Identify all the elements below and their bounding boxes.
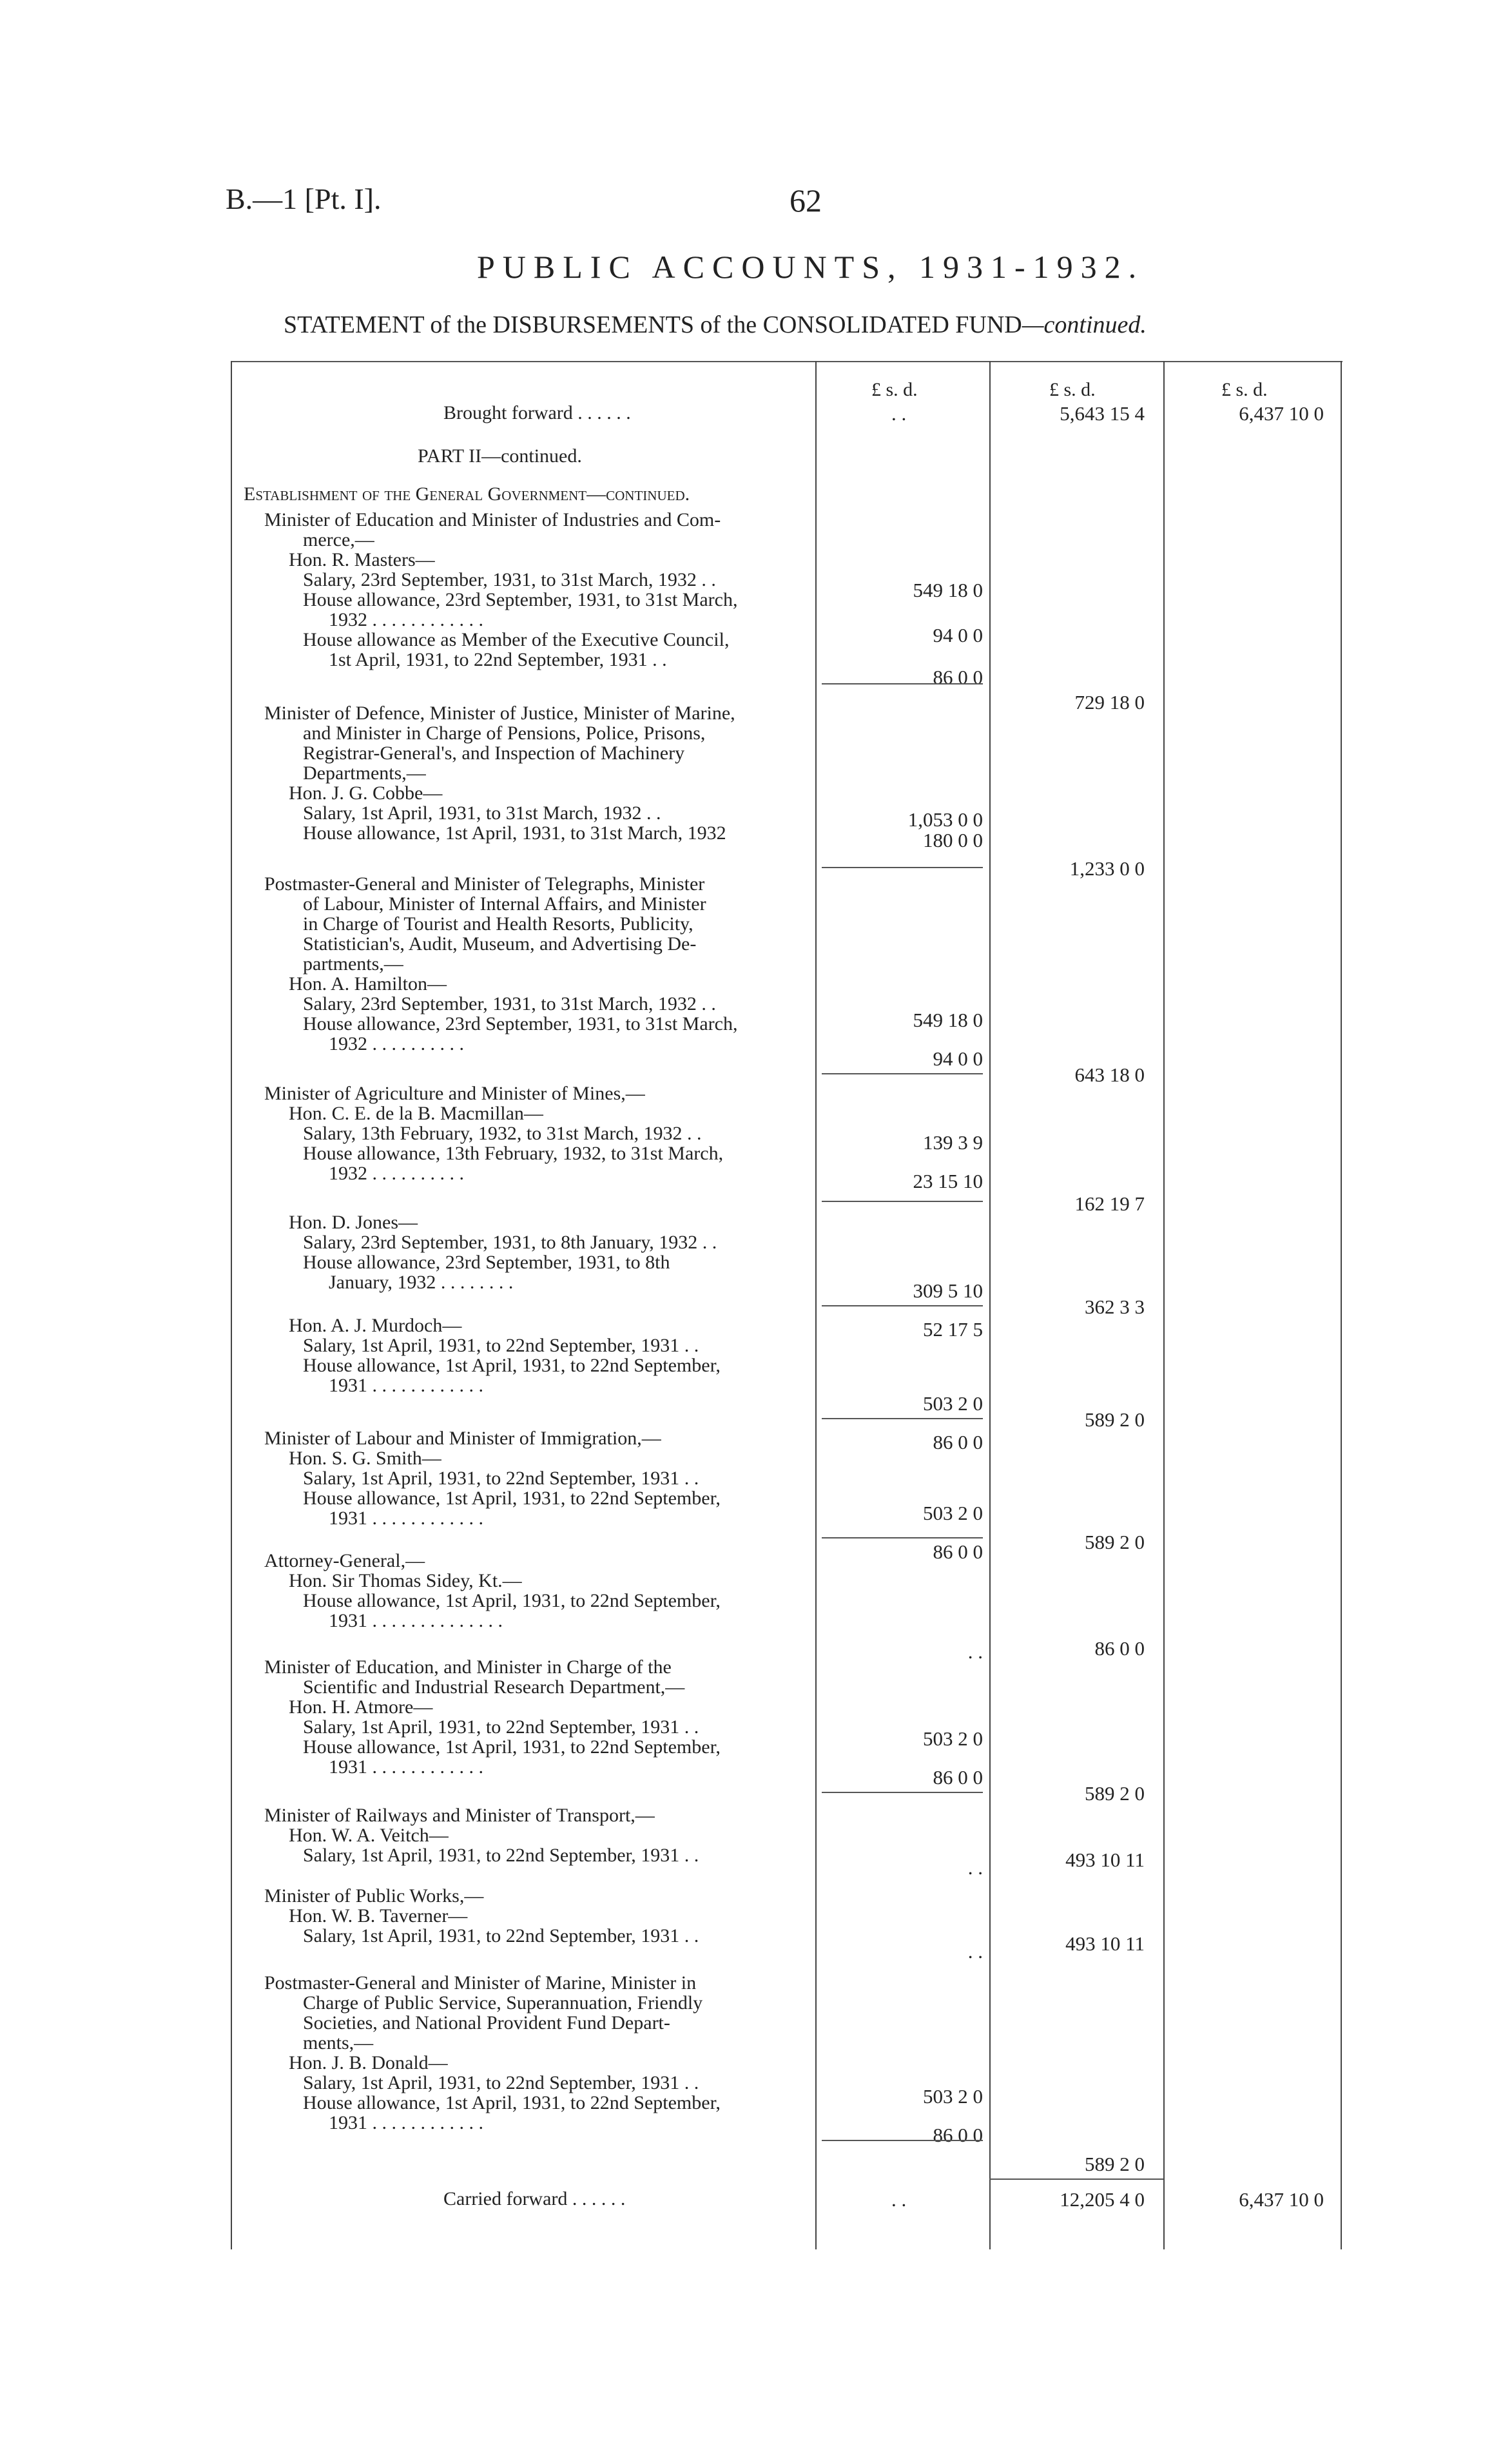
entry-8-line-4: 1931 . . . . . . . . . . . . . .: [329, 1610, 503, 1631]
entry-11-line-1: Minister of Public Works,—: [264, 1885, 484, 1907]
entry-12-line-8: 1931 . . . . . . . . . . . .: [329, 2112, 483, 2133]
col1-amount: . .: [967, 1856, 983, 1879]
entry-5-line-4: January, 1932 . . . . . . . .: [329, 1272, 514, 1293]
brought-forward-col1: . .: [891, 402, 907, 425]
entry-7-line-1: Minister of Labour and Minister of Immigration,—: [264, 1428, 661, 1449]
table-right-rule: [1341, 361, 1342, 2249]
entry-12-line-6: Salary, 1st April, 1931, to 22nd September, 1931 . .: [303, 2072, 699, 2093]
entry-12-line-2: Charge of Public Service, Superannuation, Friendly: [303, 1992, 703, 2013]
entry-2-line-1: Minister of Defence, Minister of Justice, Minister of Marine,: [264, 703, 735, 724]
entry-12-line-3: Societies, and National Provident Fund Depart-: [303, 2012, 670, 2033]
col1-amount: 180 0 0: [923, 829, 983, 851]
entry-10-line-1: Minister of Railways and Minister of Transport,—: [264, 1805, 655, 1826]
col1-amount: 94 0 0: [933, 1047, 983, 1070]
entry-3-line-1: Postmaster-General and Minister of Telegraphs, Minister: [264, 873, 705, 895]
entry-11-line-3: Salary, 1st April, 1931, to 22nd September, 1931 . .: [303, 1925, 699, 1946]
subtotal-rule: [822, 1418, 983, 1419]
col2-amount: 589 2 0: [1085, 2153, 1145, 2175]
carried-forward-label: Carried forward . . . . . .: [443, 2188, 626, 2209]
entry-4-line-1: Minister of Agriculture and Minister of Mines,—: [264, 1083, 645, 1104]
col1-amount: 503 2 0: [923, 1502, 983, 1524]
subtitle-main: STATEMENT of the DISBURSEMENTS of the CONSOLIDATED FUND: [284, 311, 1022, 338]
col1-amount: 86 0 0: [933, 1766, 983, 1789]
table-left-rule: [231, 361, 232, 2249]
brought-forward-label: Brought forward . . . . . .: [443, 402, 631, 423]
entry-1-line-6: 1932 . . . . . . . . . . . .: [329, 609, 483, 630]
table-top-rule: [231, 361, 1342, 362]
entry-9-line-5: House allowance, 1st April, 1931, to 22nd September,: [303, 1736, 721, 1758]
entry-2-line-5: Hon. J. G. Cobbe—: [289, 782, 443, 804]
col2-header: £ s. d.: [1049, 379, 1096, 400]
entry-6-line-1: Hon. A. J. Murdoch—: [289, 1315, 462, 1336]
entry-12-line-4: ments,—: [303, 2032, 374, 2053]
entry-7-line-4: House allowance, 1st April, 1931, to 22nd September,: [303, 1488, 721, 1509]
entry-1-line-7: House allowance as Member of the Executive Council,: [303, 629, 730, 650]
entry-10-line-2: Hon. W. A. Veitch—: [289, 1825, 449, 1846]
col2-amount: 1,233 0 0: [1069, 857, 1145, 880]
entry-7-line-3: Salary, 1st April, 1931, to 22nd September, 1931 . .: [303, 1468, 699, 1489]
entry-7-line-5: 1931 . . . . . . . . . . . .: [329, 1508, 483, 1529]
col1-amount: 503 2 0: [923, 1392, 983, 1415]
carried-forward-col2: 12,205 4 0: [1060, 2188, 1145, 2211]
entry-3-line-6: Hon. A. Hamilton—: [289, 973, 447, 995]
subtitle-continued: —continued.: [1022, 311, 1147, 338]
col2-amount: 493 10 11: [1065, 1932, 1145, 1955]
entry-5-line-3: House allowance, 23rd September, 1931, to 8th: [303, 1252, 670, 1273]
entry-8-line-1: Attorney-General,—: [264, 1550, 425, 1571]
entry-1-line-1: Minister of Education and Minister of Industries and Com-: [264, 509, 721, 530]
entry-3-line-7: Salary, 23rd September, 1931, to 31st March, 1932 . .: [303, 993, 716, 1014]
entry-2-line-6: Salary, 1st April, 1931, to 31st March, 1932 . .: [303, 802, 661, 824]
subtotal-rule: [822, 1073, 983, 1074]
entry-8-line-3: House allowance, 1st April, 1931, to 22nd September,: [303, 1590, 721, 1611]
entry-9-line-4: Salary, 1st April, 1931, to 22nd September, 1931 . .: [303, 1716, 699, 1738]
entry-12-line-5: Hon. J. B. Donald—: [289, 2052, 448, 2073]
subtotal-rule: [822, 1792, 983, 1793]
col1-left-rule: [815, 361, 817, 2249]
col2-amount: 643 18 0: [1074, 1063, 1145, 1086]
entry-3-line-9: 1932 . . . . . . . . . .: [329, 1033, 464, 1054]
entry-1-line-4: Salary, 23rd September, 1931, to 31st March, 1932 . .: [303, 569, 716, 590]
col1-amount: 86 0 0: [933, 1540, 983, 1563]
col1-amount: 86 0 0: [933, 2124, 983, 2146]
col2-amount: 589 2 0: [1085, 1782, 1145, 1805]
col1-amount: 549 18 0: [913, 579, 983, 601]
page-title: PUBLIC ACCOUNTS, 1931-1932.: [477, 249, 1145, 285]
entry-1-line-2: merce,—: [303, 529, 374, 550]
col1-amount: 503 2 0: [923, 1727, 983, 1750]
col1-amount: 549 18 0: [913, 1009, 983, 1031]
entry-2-line-7: House allowance, 1st April, 1931, to 31st March, 1932: [303, 822, 726, 844]
subtotal-rule: [822, 867, 983, 868]
col1-amount: 309 5 10: [913, 1279, 983, 1302]
carried-forward-col3: 6,437 10 0: [1239, 2188, 1324, 2211]
subtotal-rule: [822, 1305, 983, 1306]
col1-amount: 503 2 0: [923, 2085, 983, 2108]
col2-amount: 589 2 0: [1085, 1531, 1145, 1553]
col1-amount: 1,053 0 0: [907, 808, 983, 831]
entry-3-line-3: in Charge of Tourist and Health Resorts, Publicity,: [303, 913, 693, 935]
part-heading: PART II—continued.: [418, 445, 582, 467]
col2-amount: 162 19 7: [1074, 1192, 1145, 1215]
entry-6-line-3: House allowance, 1st April, 1931, to 22nd September,: [303, 1355, 721, 1376]
entry-11-line-2: Hon. W. B. Taverner—: [289, 1905, 468, 1926]
entry-4-line-3: Salary, 13th February, 1932, to 31st March, 1932 . .: [303, 1123, 702, 1144]
col1-amount: 86 0 0: [933, 1431, 983, 1453]
subtotal-rule: [822, 683, 983, 684]
entry-9-line-1: Minister of Education, and Minister in Charge of the: [264, 1656, 672, 1678]
carried-forward-rule: [989, 2178, 1163, 2180]
brought-forward-col3: 6,437 10 0: [1239, 402, 1324, 425]
col1-amount: 86 0 0: [933, 666, 983, 688]
entry-10-line-3: Salary, 1st April, 1931, to 22nd September, 1931 . .: [303, 1845, 699, 1866]
page-reference: B.—1 [Pt. I].: [226, 182, 382, 215]
col1-amount: 94 0 0: [933, 624, 983, 646]
brought-forward-col2: 5,643 15 4: [1060, 402, 1145, 425]
page-subtitle: [284, 311, 1147, 339]
entry-3-line-8: House allowance, 23rd September, 1931, to 31st March,: [303, 1013, 738, 1034]
col1-amount: 139 3 9: [923, 1131, 983, 1154]
subtotal-rule: [822, 1201, 983, 1202]
carried-forward-col1: . .: [891, 2188, 907, 2211]
col2-amount: 86 0 0: [1094, 1637, 1145, 1660]
entry-3-line-2: of Labour, Minister of Internal Affairs, and Minister: [303, 893, 706, 915]
section-heading: Establishment of the General Government—continued.: [244, 483, 690, 505]
col1-amount: 23 15 10: [913, 1170, 983, 1192]
subtotal-rule: [822, 2140, 983, 2141]
col1-amount: 52 17 5: [923, 1318, 983, 1341]
entry-7-line-2: Hon. S. G. Smith—: [289, 1448, 441, 1469]
entry-9-line-3: Hon. H. Atmore—: [289, 1696, 433, 1718]
entry-2-line-3: Registrar-General's, and Inspection of Machinery: [303, 742, 685, 764]
entry-2-line-4: Departments,—: [303, 762, 426, 784]
col3-left-rule: [1163, 361, 1165, 2249]
entry-9-line-6: 1931 . . . . . . . . . . . .: [329, 1756, 483, 1778]
entry-6-line-4: 1931 . . . . . . . . . . . .: [329, 1375, 483, 1396]
entry-12-line-7: House allowance, 1st April, 1931, to 22nd September,: [303, 2092, 721, 2113]
col3-header: £ s. d.: [1221, 379, 1268, 400]
entry-5-line-1: Hon. D. Jones—: [289, 1212, 418, 1233]
entry-1-line-3: Hon. R. Masters—: [289, 549, 435, 570]
page-number: 62: [790, 182, 822, 218]
col2-amount: 493 10 11: [1065, 1849, 1145, 1871]
entry-4-line-4: House allowance, 13th February, 1932, to 31st March,: [303, 1143, 724, 1164]
entry-3-line-5: partments,—: [303, 953, 403, 975]
entry-6-line-2: Salary, 1st April, 1931, to 22nd September, 1931 . .: [303, 1335, 699, 1356]
col1-amount: . .: [967, 1940, 983, 1963]
entry-4-line-2: Hon. C. E. de la B. Macmillan—: [289, 1103, 543, 1124]
col2-left-rule: [989, 361, 991, 2249]
col1-amount: . .: [967, 1640, 983, 1663]
entry-1-line-5: House allowance, 23rd September, 1931, to 31st March,: [303, 589, 738, 610]
entry-5-line-2: Salary, 23rd September, 1931, to 8th January, 1932 . .: [303, 1232, 717, 1253]
entry-12-line-1: Postmaster-General and Minister of Marine, Minister in: [264, 1972, 697, 1994]
col2-amount: 362 3 3: [1085, 1295, 1145, 1318]
entry-4-line-5: 1932 . . . . . . . . . .: [329, 1163, 464, 1184]
col1-header: £ s. d.: [871, 379, 918, 400]
entry-2-line-2: and Minister in Charge of Pensions, Police, Prisons,: [303, 723, 706, 744]
entry-1-line-8: 1st April, 1931, to 22nd September, 1931 . .: [329, 649, 667, 670]
subtotal-rule: [822, 1537, 983, 1538]
col2-amount: 729 18 0: [1074, 691, 1145, 713]
entry-9-line-2: Scientific and Industrial Research Department,—: [303, 1676, 685, 1698]
entry-3-line-4: Statistician's, Audit, Museum, and Advertising De-: [303, 933, 697, 955]
col2-amount: 589 2 0: [1085, 1408, 1145, 1431]
entry-8-line-2: Hon. Sir Thomas Sidey, Kt.—: [289, 1570, 522, 1591]
